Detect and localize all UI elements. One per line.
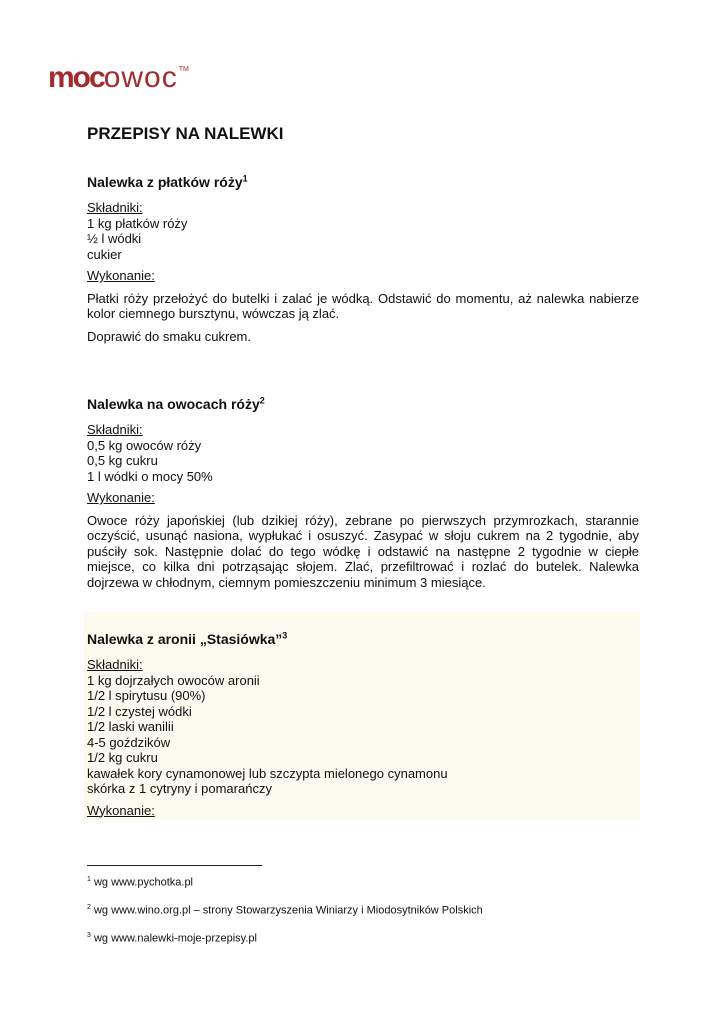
ingredient-item: ½ l wódki: [87, 231, 142, 246]
ingredient-item: cukier: [87, 246, 122, 262]
footnote: [87, 929, 257, 946]
footnote-number: 3: [87, 932, 91, 939]
ingredients-label: Składniki:: [87, 422, 143, 437]
footnote: [87, 901, 483, 918]
recipe-section-highlighted: [84, 612, 640, 820]
ingredient-item: 1 kg płatków róży: [87, 215, 188, 231]
ingredient-item: kawałek kory cynamonowej lub szczypta mielonego cynamonu: [87, 765, 448, 781]
recipe-title-text: Nalewka z płatków róży: [87, 174, 243, 190]
footnote-number: 2: [87, 904, 91, 911]
footnote-text: wg www.nalewki-moje-przepisy.pl: [90, 932, 257, 945]
ingredient-item: 0,5 kg owoców róży: [87, 437, 202, 453]
ingredient-item: 1/2 l czystej wódki: [87, 703, 192, 719]
footnote-separator: [87, 865, 262, 866]
recipe-section: [87, 395, 639, 590]
ingredient-item: skórka z 1 cytryny i pomarańczy: [87, 781, 272, 796]
recipe-title-text: Nalewka z aronii „Stasiówka”: [87, 631, 283, 647]
footnote-number: 1: [87, 876, 91, 883]
logo-text-owoc: owoc: [103, 61, 178, 94]
ingredient-item: 1/2 l spirytusu (90%): [87, 688, 206, 703]
recipe-title: [87, 395, 639, 413]
page-title: PRZEPISY NA NALEWKI: [87, 124, 284, 143]
method-label: Wykonanie:: [87, 268, 155, 283]
footnote-ref: 1: [242, 173, 248, 184]
footnote-ref: 3: [282, 630, 288, 641]
method-paragraph: Płatki róży przełożyć do butelki i zalać je wódką. Odstawić do momentu, aż nalewka nabierze kolor ciemnego bursztynu, wówczas ją zlać.: [87, 290, 639, 321]
recipe-title: [87, 173, 639, 191]
recipe-section: [87, 173, 639, 344]
method-paragraph: Owoce róży japońskiej (lub dzikiej róży), zebrane po pierwszych przymrozkach, starannie oczyścić, usunąć nasiona, wypłukać i osuszyć. Zasypać w słoju cukrem na 2 tygodnie, aby puściły sok. Następnie dolać do tego wódkę i odstawić na następne 2 tygodnie w ciepłe miejsce, co kilka dni potrząsając słojem. Zlać, przefiltrować i rozlać do butelek. Nalewka dojrzewa w chłodnym, ciemnym pomieszczeniu minimum 3 miesiące.: [87, 512, 639, 590]
logo-trademark: TM: [178, 66, 189, 73]
ingredients-label: Składniki:: [87, 657, 143, 672]
method-paragraph: Doprawić do smaku cukrem.: [87, 328, 251, 344]
ingredient-item: 1 kg dojrzałych owoców aronii: [87, 672, 260, 688]
ingredient-item: 1/2 kg cukru: [87, 750, 158, 765]
method-label: Wykonanie:: [87, 802, 155, 818]
footnote-text: wg www.wino.org.pl – strony Stowarzyszenia Winiarzy i Miodosytników Polskich: [90, 904, 483, 917]
title-block: [87, 120, 639, 145]
footnote: [87, 873, 193, 890]
recipe-title: [87, 630, 640, 648]
ingredient-item: 4-5 goździków: [87, 734, 171, 750]
ingredient-item: 1 l wódki o mocy 50%: [87, 468, 213, 484]
method-label: Wykonanie:: [87, 490, 155, 505]
footnote-ref: 2: [259, 395, 265, 406]
logo: [48, 55, 189, 93]
ingredients-label: Składniki:: [87, 200, 143, 215]
recipe-title-text: Nalewka na owocach róży: [87, 396, 260, 412]
footnote-text: wg www.pychotka.pl: [90, 876, 194, 889]
logo-text-moc: moc: [48, 61, 104, 94]
ingredient-item: 0,5 kg cukru: [87, 453, 158, 468]
ingredient-item: 1/2 laski wanilii: [87, 719, 174, 734]
